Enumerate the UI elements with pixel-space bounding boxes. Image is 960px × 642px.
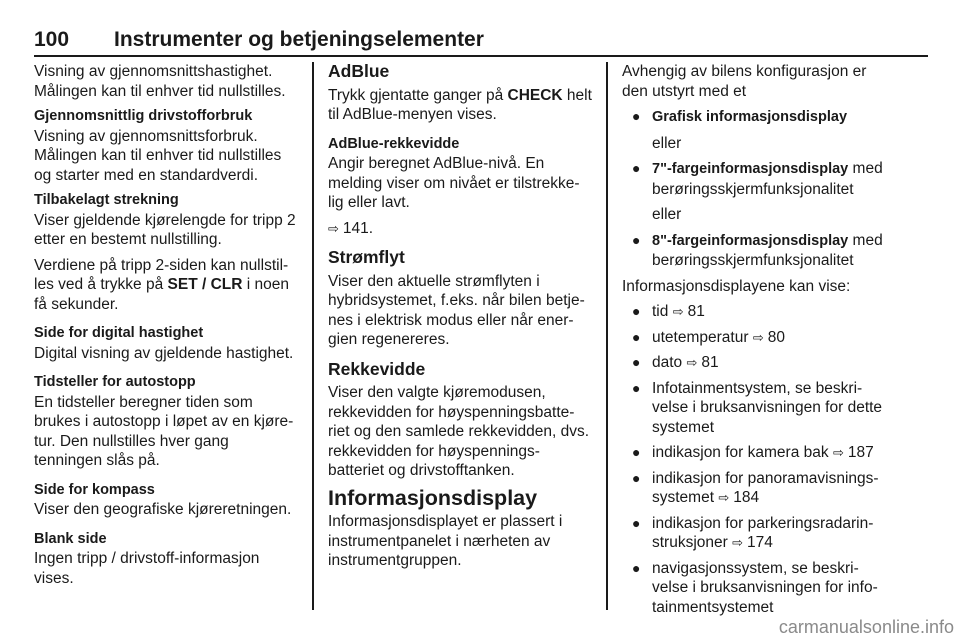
list-item: ● indikasjon for kamera bak ⇨ 187 — [632, 444, 874, 461]
bullet-icon: ● — [632, 231, 641, 248]
list-item: ● navigasjonssystem, se beskri-velse i bruksanvisningen for info-tainmentsystemet — [632, 559, 878, 616]
page-header — [34, 28, 926, 52]
page-number: 100 — [34, 28, 70, 51]
list-item: ● 7"-fargeinformasjonsdisplay med berøringsskjermfunksjonalitet — [632, 160, 883, 198]
paragraph: Viser den geografiske kjøreretningen. — [34, 501, 292, 518]
reference-arrow-icon: ⇨ — [672, 304, 684, 319]
paragraph: Angir beregnet AdBlue-nivå. En melding viser om nivået er tilstrekke-lig eller lavt. — [328, 155, 580, 211]
page-reference: 81 — [687, 303, 705, 320]
paragraph: Informasjonsdisplayet er plassert i instrumentpanelet i nærheten av instrumentgruppen. — [328, 513, 563, 569]
bullet-icon: ● — [632, 444, 641, 460]
bullet-icon: ● — [632, 354, 641, 370]
key-check: CHECK — [507, 86, 563, 104]
paragraph: Viser den valgte kjøremodusen, rekkevidden for høyspenningsbatte-riet og den samlede rekkevidden, dvs. rekkevidden for høyspennings-batteriet og drivstofftanken. — [328, 384, 590, 479]
column-middle — [328, 62, 594, 577]
heading-blank-page: Blank side — [34, 530, 107, 547]
heading-range: Rekkevidde — [328, 358, 426, 379]
list-item: ● indikasjon for parkeringsradarin-struksjoner ⇨ 174 — [632, 514, 874, 551]
page-reference: 187 — [847, 444, 874, 461]
paragraph: Viser gjeldende kjørelengde for tripp 2 etter en bestemt nullstilling. — [34, 211, 296, 248]
info-display-contents-list — [622, 302, 890, 617]
reference-arrow-icon: ⇨ — [328, 220, 339, 236]
bullet-icon: ● — [632, 160, 641, 176]
or-text: eller — [652, 206, 682, 223]
or-text: eller — [652, 134, 682, 152]
header-rule — [34, 55, 928, 57]
list-item: ● tid ⇨ 81 — [632, 303, 705, 320]
bullet-icon: ● — [632, 303, 641, 319]
reference-arrow-icon: ⇨ — [832, 445, 844, 460]
paragraph: Informasjonsdisplayene kan vise: — [622, 277, 851, 295]
paragraph: Trykk gjentatte ganger på CHECK helt til AdBlue-menyen vises. — [328, 86, 592, 123]
bullet-icon: ● — [632, 559, 641, 576]
watermark: carmanualsonline.info — [778, 617, 954, 637]
list-item: ● indikasjon for panoramavisnings-systemet ⇨ 184 — [632, 469, 879, 506]
heading-average-fuel: Gjennomsnittlig drivstofforbruk — [34, 108, 253, 124]
paragraph: En tidsteller beregner tiden som brukes i autostopp i løpet av en kjøre-tur. Den nullstilles hver gang tenningen slås på. — [34, 393, 294, 469]
paragraph: Ingen tripp / drivstoff-informasjon vises. — [34, 550, 260, 587]
bullet-icon: ● — [632, 328, 641, 345]
paragraph: Avhengig av bilens konfigurasjon er den utstyrt med et — [622, 63, 867, 100]
page-reference: 174 — [747, 534, 773, 551]
bullet-icon: ● — [632, 108, 641, 124]
reference-arrow-icon: ⇨ — [718, 490, 730, 505]
paragraph: Visning av gjennomsnittsforbruk. Målingen kan til enhver tid nullstilles og starter med en standardverdi. — [34, 127, 282, 184]
column-divider-1 — [312, 62, 314, 610]
list-item: ● 8"-fargeinformasjonsdisplay med berøringsskjermfunksjonalitet — [632, 231, 883, 269]
key-set-clr: SET / CLR — [167, 276, 243, 293]
reference-arrow-icon: ⇨ — [686, 355, 698, 370]
heading-autostop-timer: Tidsteller for autostopp — [34, 374, 196, 390]
heading-power-flow: Strømflyt — [328, 247, 405, 267]
display-type-list — [622, 107, 890, 128]
page-reference: 184 — [733, 489, 760, 506]
reference-arrow-icon: ⇨ — [732, 535, 744, 550]
page-reference: 81 — [701, 354, 719, 371]
paragraph: Viser den aktuelle strømflyten i hybridsystemet, f.eks. når bilen betje-nes i elektrisk modus eller når ener-gien regenereres. — [328, 272, 585, 348]
bullet-icon: ● — [632, 469, 641, 486]
heading-info-display: Informasjonsdisplay — [328, 485, 538, 510]
heading-digital-speed: Side for digital hastighet — [34, 325, 204, 341]
paragraph: Verdiene på tripp 2-siden kan nullstil-les ved å trykke på SET / CLR i noen få sekunder. — [34, 256, 290, 313]
list-item: ● dato ⇨ 81 — [632, 354, 719, 371]
bullet-icon: ● — [632, 514, 641, 531]
column-left — [34, 62, 298, 594]
column-right — [622, 62, 890, 623]
heading-adblue-range: AdBlue-rekkevidde — [328, 135, 460, 152]
heading-trip-distance: Tilbakelagt strekning — [34, 192, 179, 208]
page-reference: ⇨ 141. — [328, 219, 374, 237]
column-divider-2 — [606, 62, 608, 610]
list-item: ● utetemperatur ⇨ 80 — [632, 328, 785, 346]
reference-arrow-icon: ⇨ — [752, 329, 764, 345]
page-reference: 80 — [767, 328, 785, 346]
list-item: ● Grafisk informasjonsdisplay — [632, 108, 848, 125]
paragraph: Digital visning av gjeldende hastighet. — [34, 344, 294, 362]
bullet-icon: ● — [632, 379, 641, 396]
heading-adblue: AdBlue — [328, 61, 390, 81]
heading-compass: Side for kompass — [34, 481, 155, 498]
paragraph: Visning av gjennomsnittshastighet. Målingen kan til enhver tid nullstilles. — [34, 63, 286, 100]
list-item: ● Infotainmentsystem, se beskri-velse i bruksanvisningen for dette systemet — [632, 379, 883, 436]
page-title: Instrumenter og betjeningselementer — [114, 28, 484, 51]
